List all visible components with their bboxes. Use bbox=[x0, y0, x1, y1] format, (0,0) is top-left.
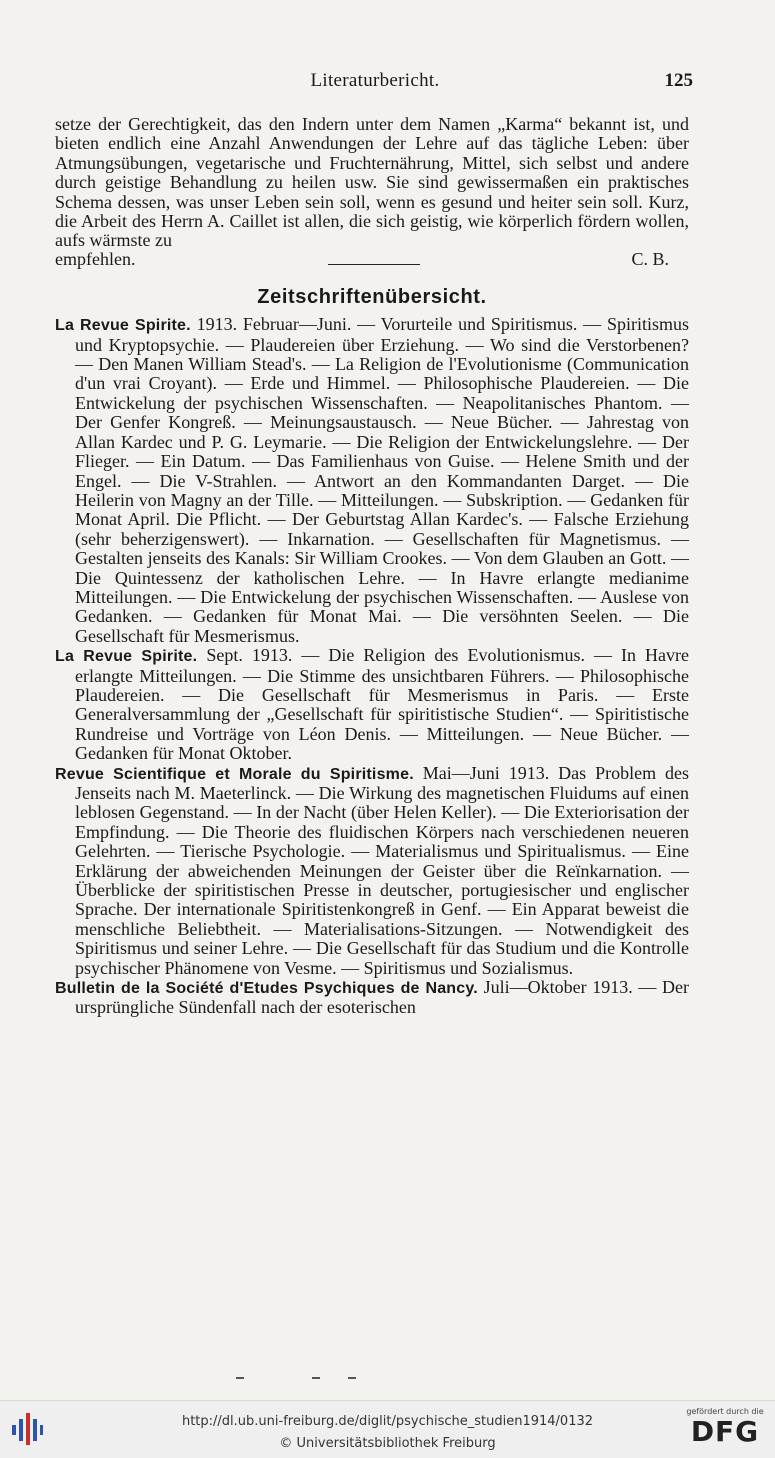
viewer-footer-bar bbox=[0, 1400, 775, 1458]
journal-entry bbox=[55, 978, 689, 1018]
journal-entry bbox=[55, 646, 689, 763]
signature-row bbox=[55, 250, 689, 270]
journal-title: Bulletin de la Société d'Etudes Psychiques de Nancy. bbox=[55, 980, 478, 998]
dfg-logo[interactable] bbox=[685, 1407, 765, 1453]
running-title: Literaturbericht. bbox=[310, 70, 440, 91]
footer-mark bbox=[236, 1377, 244, 1379]
journal-entry bbox=[55, 315, 689, 646]
separator-rule bbox=[328, 264, 420, 265]
intro-paragraph: setze der Gerechtigkeit, das den Indern unter dem Namen „Karma“ bekannt ist, und bieten endlich eine Anzahl Anwendungen der Lehre auf das tägliche Leben: über Atmungsübungen, vegetarische und Fruchternährung, Mittel, sich selbst und andere durch geistige Behandlung zu heilen usw. Sie sind gewissermaßen ein praktisches Schema dessen, was unser Leben sein soll, wenn es gesund und heiter sein soll. Kurz, die Arbeit des Herrn A. Caillet ist allen, die sich geistig, wie körperlich fördern wollen, aufs wärmste zu bbox=[55, 114, 689, 251]
journal-contents: Juli—Oktober 1913. — Der ursprüngliche Sündenfall nach der esoterischen bbox=[75, 977, 690, 1018]
author-initials: C. B. bbox=[631, 248, 669, 269]
footer-mark bbox=[312, 1377, 320, 1379]
journal-entry bbox=[55, 764, 689, 978]
section-heading: Zeitschriftenübersicht. bbox=[257, 285, 487, 308]
footer-marks bbox=[236, 1377, 356, 1381]
journal-contents: Mai—Juni 1913. Das Problem des Jenseits nach M. Maeterlinck. — Die Wirkung des magnetischen Fluidums auf einen leblosen Gegenstand. — In der Nacht (über Helen Keller). — Die Exteriorisation der Empfindung. — Die Theorie des fluidischen Körpers nach verschiedenen neueren Gelehrten. — Tierische Psychologie. — Materialismus und Spiritualismus. — Eine Erklärung der abweichenden Meinungen der Geister über die Reïnkarnation. — Überblicke der spiritistischen Presse in deutscher, portugiesischer und englischer Sprache. Der internationale Spiritistenkongreß in Genf. — Ein Apparat beweist die menschliche Beliebtheit. — Materialisations-Sitzungen. — Notwendigkeit des Spiritismus und seiner Lehre. — Die Gesellschaft für das Studium und die Kontrolle psychischer Phänomene von Vesme. — Spiritismus und Sozialismus. bbox=[75, 762, 689, 978]
funder-caption: gefördert durch die bbox=[686, 1407, 764, 1416]
journal-title: La Revue Spirite. bbox=[55, 648, 198, 666]
journal-title: Revue Scientifique et Morale du Spiritisme. bbox=[55, 765, 414, 783]
page-number: 125 bbox=[664, 70, 693, 91]
running-head bbox=[55, 70, 695, 94]
journal-contents: 1913. Februar—Juni. — Vorurteile und Spiritismus. — Spiritismus und Kryptopsychie. — Plaudereien über Erziehung. — Wo sind die Verstorbenen? — Den Manen William Stead's. — La Religion de l'Evolutionisme (Communication d'un vrai Croyant). — Erde und Himmel. — Philosophische Plaudereien. — Die Entwickelung der psychischen Wissenschaften. — Neapolitanisches Phantom. — Der Genfer Kongreß. — Meinungsaustausch. — Neue Bücher. — Jahrestag von Allan Kardec und P. G. Leymarie. — Die Religion der Entwickelungslehre. — Der Flieger. — Ein Datum. — Das Familienhaus von Guise. — Helene Smith und der Engel. — Die V-Strahlen. — Antwort an den Kommandanten Darget. — Die Heilerin von Magny an der Tille. — Mitteilungen. — Subskription. — Gedanken für Monat April. Die Pflicht. — Der Geburtstag Allan Kardec's. — Falsche Erziehung (sehr beherzigenswert). — Inkarnation. — Gesellschaften für Magnetismus. — Gestalten jenseits des Kanals: Sir William Crookes. — Von dem Glauben an Gott. — Die Quintessenz der katholischen Lehre. — In Havre erlangte medianime Mitteilungen. — Die Entwickelung der psychischen Wissenschaften. — Auslese von Gedanken. — Gedanken für Monat Mai. — Die versöhnten Seelen. — Die Gesellschaft für Mesmerismus. bbox=[75, 314, 689, 646]
journal-contents: Sept. 1913. — Die Religion des Evolutionismus. — In Havre erlangte Mitteilungen. — Die Stimme des unsichtbaren Führers. — Philosophische Plaudereien. — Die Gesellschaft für Mesmerismus in Paris. — Erste Generalversammlung der „Gesellschaft für spiritistische Studien“. — Spiritistische Rundreise und Vorträge von Léon Denis. — Mitteilungen. — Neue Bücher. — Gedanken für Monat Oktober. bbox=[75, 645, 689, 764]
funder-name: DFG bbox=[690, 1415, 760, 1448]
footer-mark bbox=[348, 1377, 356, 1379]
journal-title: La Revue Spirite. bbox=[55, 317, 191, 335]
intro-tail: empfehlen. bbox=[55, 248, 136, 269]
copyright-notice: © Universitätsbibliothek Freiburg bbox=[279, 1436, 496, 1451]
page-body bbox=[55, 115, 689, 1018]
permalink-url[interactable]: http://dl.ub.uni-freiburg.de/diglit/psychische_studien1914/0132 bbox=[181, 1414, 594, 1429]
